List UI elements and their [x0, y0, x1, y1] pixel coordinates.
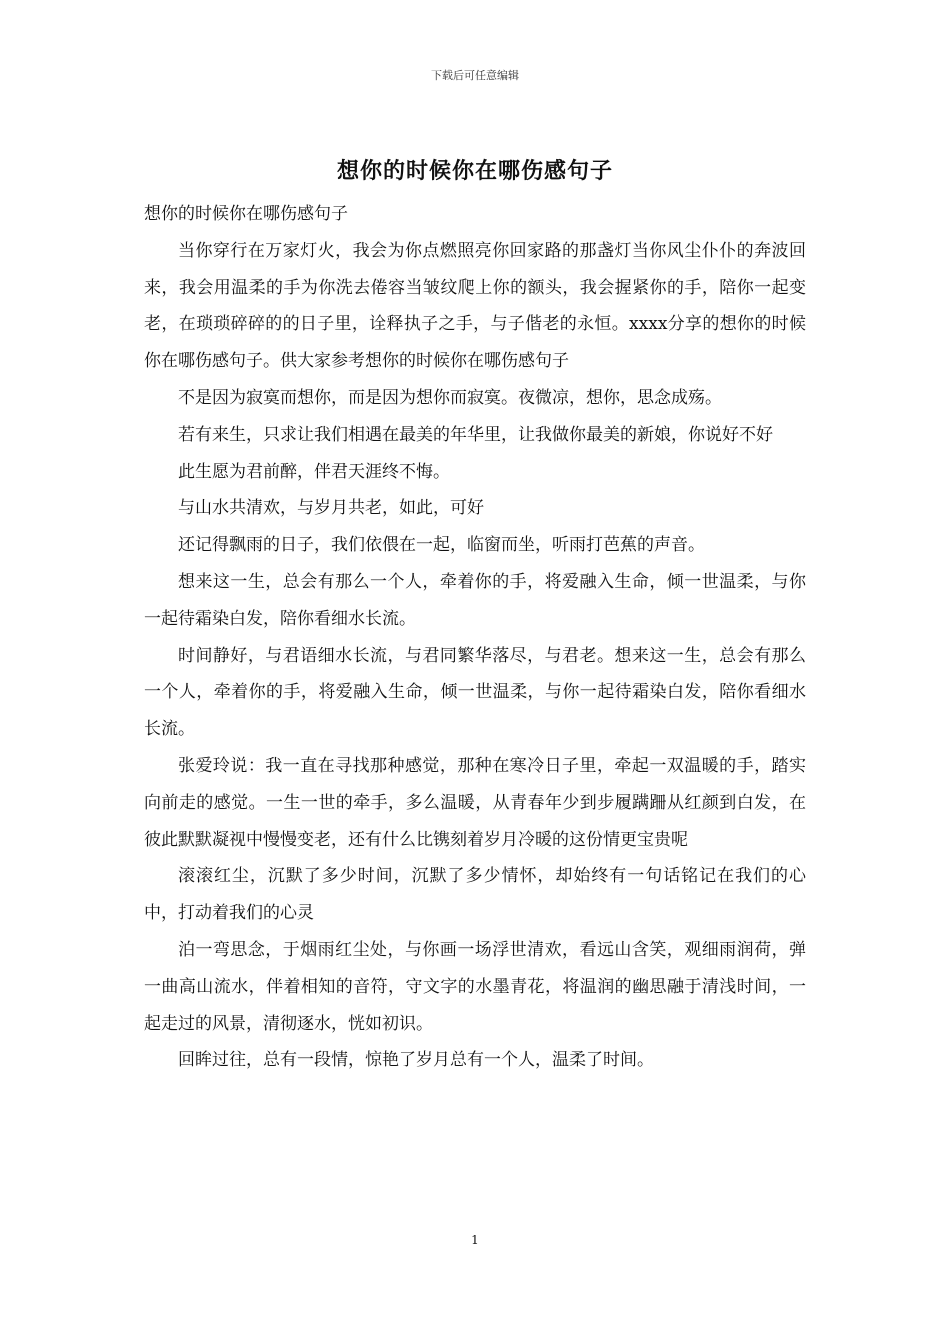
paragraph: 与山水共清欢，与岁月共老，如此，可好 [178, 498, 484, 519]
paragraph: 若有来生，只求让我们相遇在最美的年华里，让我做你最美的新娘，你说好不好 [178, 424, 773, 445]
document-title: 想你的时候你在哪伤感句子 [336, 158, 613, 184]
document-body [144, 196, 806, 1079]
paragraph: 回眸过往，总有一段情，惊艳了岁月总有一个人，温柔了时间。 [178, 1050, 654, 1071]
page-header: 下载后可任意编辑 [431, 69, 519, 82]
page-number: 1 [471, 1233, 479, 1247]
paragraph: 还记得飘雨的日子，我们依偎在一起，临窗而坐，听雨打芭蕉的声音。 [178, 535, 705, 556]
paragraph: 滚滚红尘，沉默了多少时间，沉默了多少情怀，却始终有一句话铭记在我们的心中，打动着我们的心灵 [144, 866, 806, 924]
paragraph: 想来这一生，总会有那么一个人，牵着你的手，将爱融入生命，倾一世温柔，与你一起待霜染白发，陪你看细水长流。 [144, 571, 806, 629]
paragraph: 时间静好，与君语细水长流，与君同繁华落尽，与君老。想来这一生，总会有那么一个人，牵着你的手，将爱融入生命，倾一世温柔，与你一起待霜染白发，陪你看细水长流。 [144, 645, 806, 740]
paragraph: 不是因为寂寞而想你，而是因为想你而寂寞。夜微凉，想你，思念成殇。 [178, 387, 722, 408]
document-subtitle: 想你的时候你在哪伤感句子 [144, 204, 348, 224]
paragraph: 此生愿为君前醉，伴君天涯终不悔。 [178, 461, 450, 482]
paragraph: 泊一弯思念，于烟雨红尘处，与你画一场浮世清欢，看远山含笑，观细雨润荷，弹一曲高山流水，伴着相知的音符，守文字的水墨青花，将温润的幽思融于清浅时间，一起走过的风景，清彻逐水，恍如初识。 [144, 939, 806, 1034]
paragraph: 张爱玲说：我一直在寻找那种感觉，那种在寒冷日子里，牵起一双温暖的手，踏实向前走的感觉。一生一世的牵手，多么温暖，从青春年少到步履蹒跚从红颜到白发，在彼此默默凝视中慢慢变老，还有什么比镌刻着岁月冷暖的这份情更宝贵呢 [144, 755, 806, 850]
paragraph: 当你穿行在万家灯火，我会为你点燃照亮你回家路的那盏灯当你风尘仆仆的奔波回来，我会用温柔的手为你洗去倦容当皱纹爬上你的额头，我会握紧你的手，陪你一起变老，在琐琐碎碎的的日子里，诠释执子之手，与子偕老的永恒。xxxx分享的想你的时候你在哪伤感句子。供大家参考想你的时候你在哪伤感句子 [144, 240, 806, 372]
